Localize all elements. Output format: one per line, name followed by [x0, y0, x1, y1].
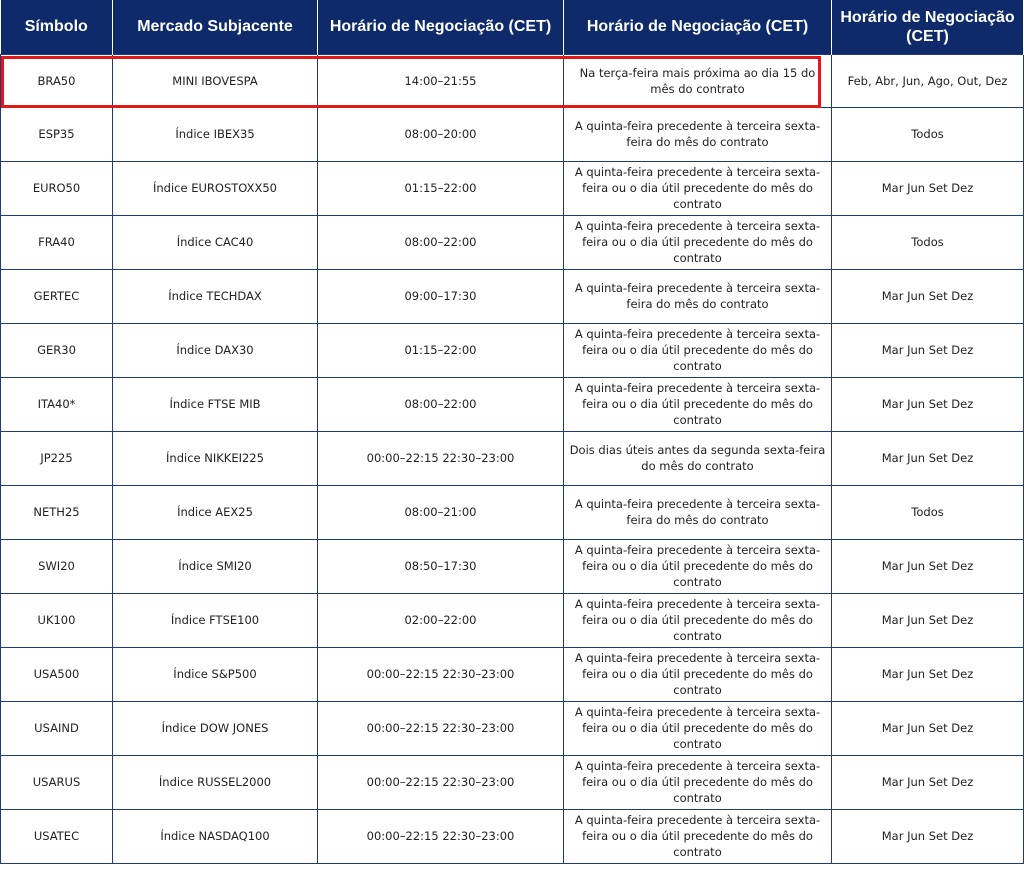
- cell-expiry-date: A quinta-feira precedente à terceira sexta-feira ou o dia útil precedente do mês do contrato: [564, 647, 832, 701]
- cell-symbol: USATEC: [1, 809, 113, 863]
- cell-trading-hours: 00:00–22:15 22:30–23:00: [318, 755, 564, 809]
- cell-contract-months: Mar Jun Set Dez: [832, 701, 1024, 755]
- cell-underlying-market: Índice SMI20: [113, 539, 318, 593]
- cell-contract-months: Todos: [832, 215, 1024, 269]
- cell-underlying-market: Índice DOW JONES: [113, 701, 318, 755]
- cell-underlying-market: Índice DAX30: [113, 323, 318, 377]
- header-expiry-date: Horário de Negociação (CET): [564, 0, 832, 54]
- table-row: [1, 809, 1024, 863]
- cell-expiry-date: A quinta-feira precedente à terceira sexta-feira ou o dia útil precedente do mês do contrato: [564, 701, 832, 755]
- cell-trading-hours: 00:00–22:15 22:30–23:00: [318, 809, 564, 863]
- cell-contract-months: Mar Jun Set Dez: [832, 161, 1024, 215]
- cell-trading-hours: 01:15–22:00: [318, 323, 564, 377]
- cell-contract-months: Mar Jun Set Dez: [832, 647, 1024, 701]
- cell-trading-hours: 08:00–22:00: [318, 215, 564, 269]
- table-row: [1, 269, 1024, 323]
- cell-contract-months: Mar Jun Set Dez: [832, 593, 1024, 647]
- cell-underlying-market: MINI IBOVESPA: [113, 54, 318, 107]
- cell-trading-hours: 00:00–22:15 22:30–23:00: [318, 647, 564, 701]
- table-row: [1, 755, 1024, 809]
- cell-trading-hours: 14:00–21:55: [318, 54, 564, 107]
- cell-underlying-market: Índice AEX25: [113, 485, 318, 539]
- cell-symbol: GER30: [1, 323, 113, 377]
- header-trading-hours: Horário de Negociação (CET): [318, 0, 564, 54]
- cell-contract-months: Mar Jun Set Dez: [832, 377, 1024, 431]
- cell-symbol: USA500: [1, 647, 113, 701]
- cell-underlying-market: Índice NIKKEI225: [113, 431, 318, 485]
- table-row: [1, 701, 1024, 755]
- cell-contract-months: Mar Jun Set Dez: [832, 539, 1024, 593]
- cell-symbol: SWI20: [1, 539, 113, 593]
- cell-expiry-date: A quinta-feira precedente à terceira sexta-feira ou o dia útil precedente do mês do contrato: [564, 755, 832, 809]
- cell-underlying-market: Índice EUROSTOXX50: [113, 161, 318, 215]
- cell-expiry-date: A quinta-feira precedente à terceira sexta-feira ou o dia útil precedente do mês do contrato: [564, 809, 832, 863]
- header-underlying-market: Mercado Subjacente: [113, 0, 318, 54]
- cell-symbol: UK100: [1, 593, 113, 647]
- table-row: [1, 215, 1024, 269]
- cell-trading-hours: 08:00–20:00: [318, 107, 564, 161]
- cell-underlying-market: Índice TECHDAX: [113, 269, 318, 323]
- cell-trading-hours: 00:00–22:15 22:30–23:00: [318, 701, 564, 755]
- cell-expiry-date: A quinta-feira precedente à terceira sexta-feira ou o dia útil precedente do mês do contrato: [564, 593, 832, 647]
- cell-trading-hours: 02:00–22:00: [318, 593, 564, 647]
- cell-expiry-date: A quinta-feira precedente à terceira sexta-feira ou o dia útil precedente do mês do contrato: [564, 215, 832, 269]
- cell-contract-months: Todos: [832, 485, 1024, 539]
- cell-expiry-date: A quinta-feira precedente à terceira sexta-feira ou o dia útil precedente do mês do contrato: [564, 323, 832, 377]
- table-row: [1, 54, 1024, 107]
- cell-expiry-date: A quinta-feira precedente à terceira sexta-feira ou o dia útil precedente do mês do contrato: [564, 377, 832, 431]
- table-row: [1, 107, 1024, 161]
- table-row: [1, 485, 1024, 539]
- header-contract-months: Horário de Negociação (CET): [832, 0, 1024, 54]
- table-row: [1, 647, 1024, 701]
- cell-underlying-market: Índice IBEX35: [113, 107, 318, 161]
- table-row: [1, 323, 1024, 377]
- cell-symbol: NETH25: [1, 485, 113, 539]
- cell-expiry-date: Dois dias úteis antes da segunda sexta-feira do mês do contrato: [564, 431, 832, 485]
- cell-expiry-date: A quinta-feira precedente à terceira sexta-feira ou o dia útil precedente do mês do contrato: [564, 161, 832, 215]
- cell-expiry-date: A quinta-feira precedente à terceira sexta-feira ou o dia útil precedente do mês do contrato: [564, 539, 832, 593]
- cell-symbol: ITA40*: [1, 377, 113, 431]
- cell-contract-months: Feb, Abr, Jun, Ago, Out, Dez: [832, 54, 1024, 107]
- cell-underlying-market: Índice S&P500: [113, 647, 318, 701]
- cell-contract-months: Mar Jun Set Dez: [832, 269, 1024, 323]
- cell-trading-hours: 08:00–21:00: [318, 485, 564, 539]
- cell-contract-months: Mar Jun Set Dez: [832, 809, 1024, 863]
- cell-underlying-market: Índice NASDAQ100: [113, 809, 318, 863]
- cell-symbol: GERTEC: [1, 269, 113, 323]
- cell-trading-hours: 00:00–22:15 22:30–23:00: [318, 431, 564, 485]
- table-row: [1, 161, 1024, 215]
- table-row: [1, 593, 1024, 647]
- cell-contract-months: Mar Jun Set Dez: [832, 431, 1024, 485]
- cell-expiry-date: Na terça-feira mais próxima ao dia 15 do mês do contrato: [564, 54, 832, 107]
- cell-trading-hours: 08:00–22:00: [318, 377, 564, 431]
- cell-symbol: EURO50: [1, 161, 113, 215]
- cell-trading-hours: 09:00–17:30: [318, 269, 564, 323]
- cell-symbol: USAIND: [1, 701, 113, 755]
- cell-symbol: JP225: [1, 431, 113, 485]
- cell-expiry-date: A quinta-feira precedente à terceira sexta-feira do mês do contrato: [564, 269, 832, 323]
- cell-trading-hours: 08:50–17:30: [318, 539, 564, 593]
- table-row: [1, 377, 1024, 431]
- cell-symbol: ESP35: [1, 107, 113, 161]
- cell-underlying-market: Índice RUSSEL2000: [113, 755, 318, 809]
- header-row: [1, 0, 1024, 54]
- cell-contract-months: Todos: [832, 107, 1024, 161]
- cell-trading-hours: 01:15–22:00: [318, 161, 564, 215]
- table-row: [1, 539, 1024, 593]
- cell-symbol: BRA50: [1, 54, 113, 107]
- cell-underlying-market: Índice FTSE MIB: [113, 377, 318, 431]
- cell-contract-months: Mar Jun Set Dez: [832, 323, 1024, 377]
- cell-underlying-market: Índice CAC40: [113, 215, 318, 269]
- cell-expiry-date: A quinta-feira precedente à terceira sexta-feira do mês do contrato: [564, 107, 832, 161]
- header-symbol: Símbolo: [1, 0, 113, 54]
- cell-underlying-market: Índice FTSE100: [113, 593, 318, 647]
- cell-contract-months: Mar Jun Set Dez: [832, 755, 1024, 809]
- cell-symbol: FRA40: [1, 215, 113, 269]
- cell-symbol: USARUS: [1, 755, 113, 809]
- table-row: [1, 431, 1024, 485]
- cell-expiry-date: A quinta-feira precedente à terceira sexta-feira do mês do contrato: [564, 485, 832, 539]
